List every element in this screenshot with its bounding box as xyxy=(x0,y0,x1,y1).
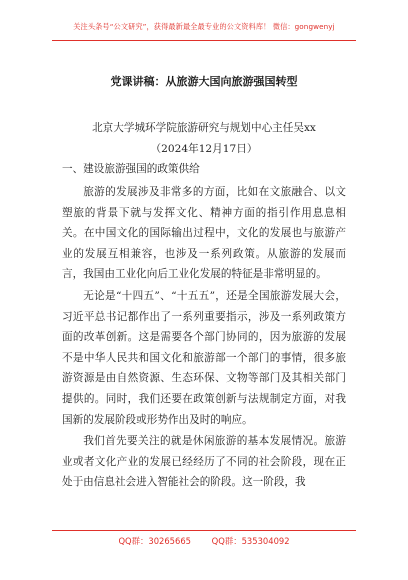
footer-contact xyxy=(0,535,408,547)
document-author: 北京大学城环学院旅游研究与规划中心主任吴xx xyxy=(92,122,316,134)
document-title: 党课讲稿：从旅游大国向旅游强国转型 xyxy=(110,75,298,88)
body-paragraph: 无论是“十四五”、“十五五”，还是全国旅游发展大会，习近平总书记都作出了一系列重要指示，涉及一系列政策方面的改革创新。这是需要各个部门协同的，因为旅游的发展不是中华人民共和国文化和旅游部一个部门的事情，很多旅游资源是由自然资源、生态环保、文物等部门及其相关部门提供的。同时，我们还要在政策创新与法规制定方面，对我国新的发展阶段或形势作出及时的响应。 xyxy=(62,289,346,426)
section-heading: 一、建设旅游强国的政策供给 xyxy=(62,163,200,175)
footer-divider xyxy=(52,530,356,531)
body-paragraph: 我们首先要关注的就是休闲旅游的基本发展情况。旅游业或者文化产业的发展已经经历了不同的社会阶段，现在正处于由信息社会进入智能社会的阶段。这一阶段，我 xyxy=(62,435,346,489)
header-notice: 关注头条号“公文研究”，获得最新最全最专业的公文资料库！ 微信：gongwenyj xyxy=(73,22,335,31)
footer-qq-group-1: QQ群：30265665 xyxy=(118,536,191,546)
body-paragraph: 旅游的发展涉及非常多的方面，比如在文旅融合、以文塑旅的背景下就与发挥文化、精神方面的指引作用息息相关。在中国文化的国际输出过程中，文化的发展也与旅游产业的发展互相兼容，也涉及一系列政策。从旅游的发展而言，我国由工业化向后工业化发展的特征是非常明显的。 xyxy=(62,186,346,281)
footer-qq-group-2: QQ群：535304092 xyxy=(211,536,290,546)
document-date: （2024年12月17日） xyxy=(150,143,258,155)
document-body xyxy=(62,182,346,494)
header-divider xyxy=(52,40,356,41)
